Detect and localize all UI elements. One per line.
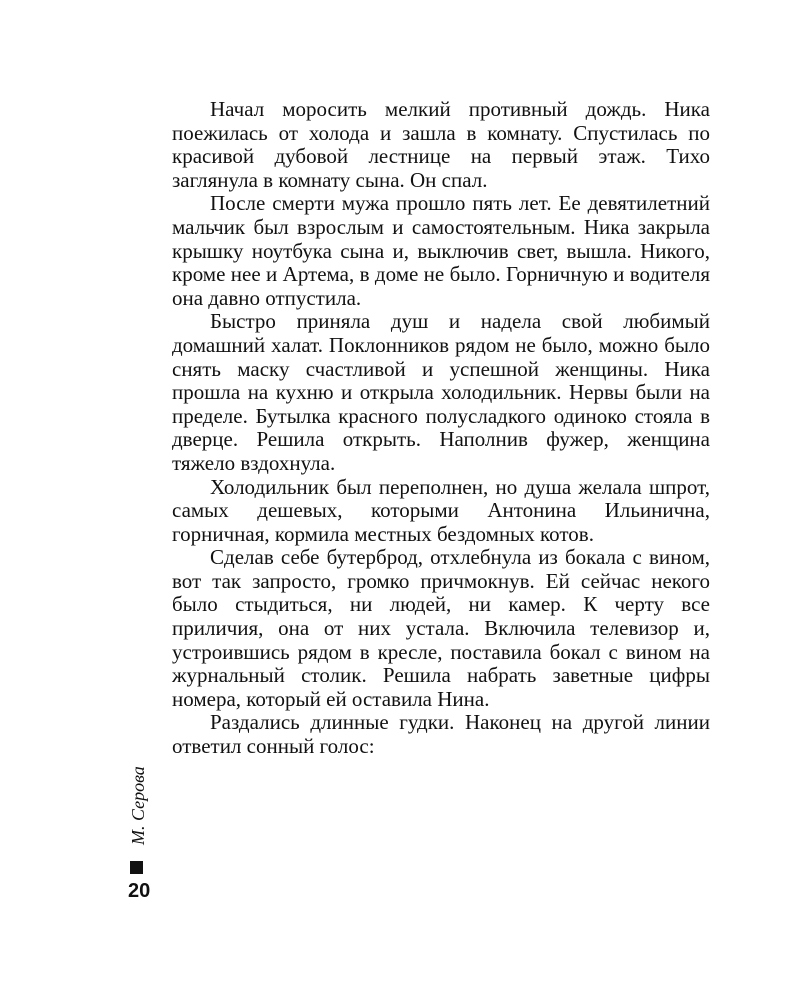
paragraph-4: Холодильник был переполнен, но душа желала шпрот, самых дешевых, которыми Антонина Ильинична, горничная, кормила местных бездомных котов.	[172, 474, 710, 546]
paragraph-5: Сделав себе бутерброд, отхлебнула из бокала с вином, вот так запросто, громко причмокнув. Ей сейчас некого было стыдиться, ни людей, ни камер. К черту все приличия, она от них устала. Включила телевизор и, устроившись рядом в кресле, поставила бокал с вином на журнальный столик. Решила набрать заветные цифры номера, который ей оставила Нина.	[172, 545, 710, 711]
body-text	[172, 98, 710, 759]
page-number: 20	[128, 880, 151, 902]
running-head-author: М. Серова	[128, 766, 148, 845]
paragraph-1: Начал моросить мелкий противный дождь. Ника поежилась от холода и зашла в комнату. Спустилась по красивой дубовой лестнице на первый этаж. Тихо заглянула в комнату сына. Он спал.	[172, 97, 710, 192]
paragraph-6: Раздались длинные гудки. Наконец на другой линии ответил сонный голос:	[172, 710, 710, 759]
paragraph-3: Быстро приняла душ и надела свой любимый домашний халат. Поклонников рядом не было, можно было снять маску счастливой и успешной женщины. Ника прошла на кухню и открыла холодильник. Нервы были на пределе. Бутылка красного полусладкого одиноко стояла в дверце. Решила открыть. Наполнив фужер, женщина тяжело вздохнула.	[172, 309, 710, 475]
page-marker-square	[130, 861, 143, 874]
paragraph-2: После смерти мужа прошло пять лет. Ее девятилетний мальчик был взрослым и самостоятельным. Ника закрыла крышку ноутбука сына и, выключив свет, вышла. Никого, кроме нее и Артема, в доме не было. Горничную и водителя она давно отпустила.	[172, 191, 710, 310]
